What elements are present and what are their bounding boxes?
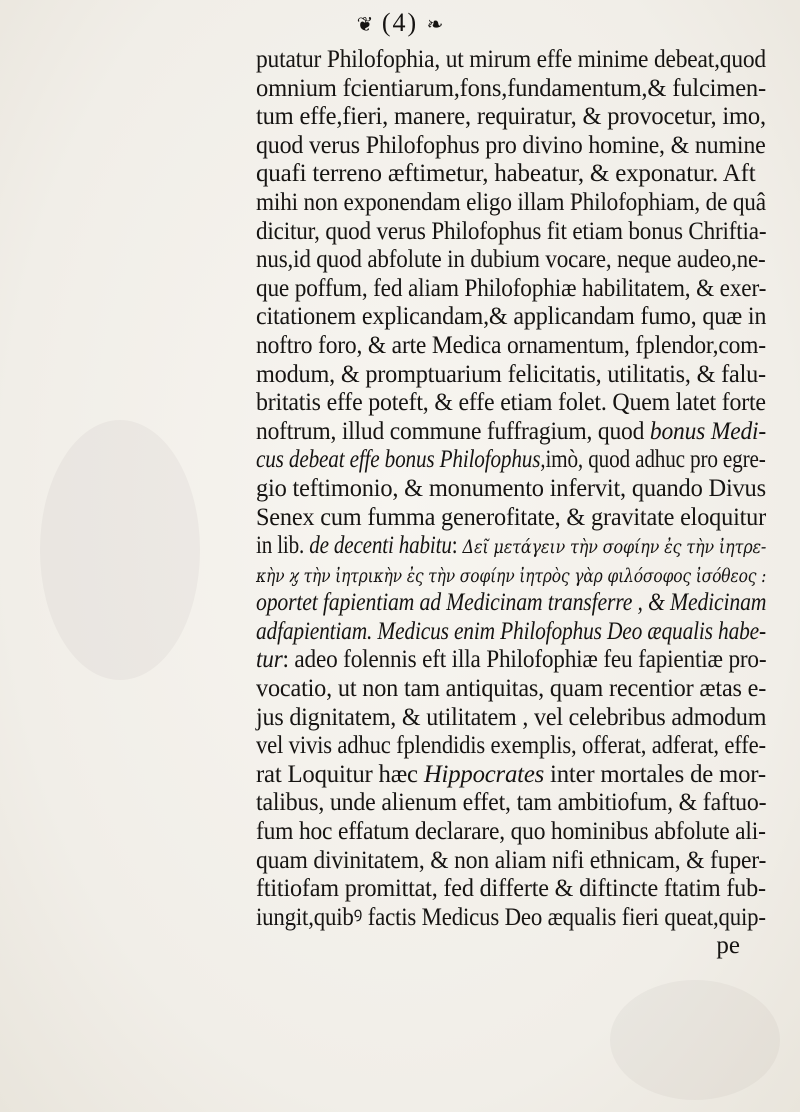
italic-text: Hippocrates xyxy=(423,760,545,788)
paper-stain xyxy=(610,980,780,1100)
greek-text: κὴν ϗ τὴν ἰητρικὴν ἐς τὴν σοφίην ἰητρὸς γὰρ φιλόσοφος ἰσόθεος : xyxy=(256,564,767,587)
text-line xyxy=(256,875,766,904)
text-segment: jus dignitatem, & utilitatem , vel celebribus admodum xyxy=(256,703,767,731)
text-line xyxy=(256,846,767,876)
text-line xyxy=(256,46,766,75)
text-segment: in lib. xyxy=(256,532,310,560)
text-segment: ftitiofam promittat, fed differte & diftincte ftatim fub- xyxy=(256,875,766,903)
ornament-right-icon: ❧ xyxy=(426,14,444,37)
italic-text: adfapientiam. Medicus enim Philofophus Deo æqualis habe- xyxy=(256,617,766,645)
text-line xyxy=(256,760,766,790)
text-segment: mihi non exponendam eligo illam Philofophiam, de quâ xyxy=(256,188,766,216)
text-segment: imò, quod adhuc pro egre- xyxy=(545,446,766,474)
text-line xyxy=(256,389,766,418)
text-line xyxy=(256,274,767,304)
text-line xyxy=(256,74,766,104)
greek-text: Δεῖ μετάγειν τὴν σοφίην ἐς τὴν ἰητρε- xyxy=(462,536,767,559)
text-line xyxy=(256,532,767,561)
text-line xyxy=(256,818,766,847)
text-segment: gio teftimonio, & monumento infervit, quando Divus xyxy=(256,474,766,502)
text-line xyxy=(256,617,766,647)
text-segment: quod verus Philofophus pro divino homine, & numine xyxy=(256,131,766,159)
text-line xyxy=(256,246,766,275)
text-line xyxy=(256,131,766,161)
text-line xyxy=(256,561,767,590)
text-segment: : adeo folennis eft illa Philofophiæ feu fapientiæ pro- xyxy=(282,646,767,674)
text-line xyxy=(256,903,766,933)
text-segment: Senex cum fumma generofitate, & gravitate eloquitur xyxy=(256,503,767,531)
text-segment: fum hoc effatum declarare, quo hominibus abfolute ali- xyxy=(256,818,766,846)
text-segment: citationem explicandam,& applicandam fumo, quæ in xyxy=(256,303,767,331)
text-segment: noftrum, illud commune fuffragium, quod xyxy=(256,417,650,445)
text-segment: quam divinitatem, & non aliam nifi ethnicam, & fuper- xyxy=(256,846,767,874)
text-line xyxy=(256,474,766,504)
italic-text: oportet fapientiam ad Medicinam transferre , & Medicinam xyxy=(256,589,767,617)
text-segment: putatur Philofophia, ut mirum effe minime debeat,quod xyxy=(256,46,766,73)
text-segment: que poffum, fed aliam Philofophiæ habilitatem, & exer- xyxy=(256,274,767,302)
text-line xyxy=(256,360,766,390)
text-line xyxy=(256,217,767,247)
text-segment: omnium fcientiarum,fons,fundamentum,& fulcimen- xyxy=(256,74,766,102)
text-segment: rat Loquitur hæc xyxy=(256,760,424,788)
text-segment: iungit,quibꝰ factis Medicus Deo æqualis fieri queat,quip- xyxy=(256,903,766,931)
text-line xyxy=(256,417,767,447)
text-segment: inter mortales de mor- xyxy=(544,760,766,788)
page-header xyxy=(0,6,800,42)
italic-text: bonus Medi- xyxy=(649,417,767,445)
text-line xyxy=(256,303,767,332)
text-line xyxy=(256,589,767,618)
text-segment: tum effe,fieri, manere, requiratur, & provocetur, imo, xyxy=(256,103,766,131)
text-segment: vel vivis adhuc fplendidis exemplis, offerat, adferat, effe- xyxy=(256,732,766,760)
text-segment: dicitur, quod verus Philofophus fit etiam bonus Chriftia- xyxy=(256,217,767,245)
body-text xyxy=(256,46,766,961)
text-line xyxy=(256,331,766,361)
italic-text: cus debeat effe bonus Philofophus, xyxy=(256,446,546,474)
text-segment: modum, & promptuarium felicitatis, utilitatis, & falu- xyxy=(256,360,766,388)
text-line xyxy=(256,103,766,132)
text-line xyxy=(256,646,767,675)
text-segment: : xyxy=(451,532,463,560)
text-segment: talibus, unde alienum effet, tam ambitiofum, & faftuo- xyxy=(256,789,767,817)
text-line xyxy=(256,503,767,533)
page-number: (4) xyxy=(381,8,419,37)
text-segment: vocatio, ut non tam antiquitas, quam recentior ætas e- xyxy=(256,675,767,703)
text-line xyxy=(256,789,767,818)
catchword: pe xyxy=(716,932,740,960)
italic-text: tur xyxy=(256,646,283,674)
text-line xyxy=(256,160,766,189)
text-line xyxy=(256,446,766,475)
ornament-left-icon: ❦ xyxy=(356,14,374,37)
text-segment: noftro foro, & arte Medica ornamentum, fplendor,com- xyxy=(256,331,766,359)
paper-stain xyxy=(40,420,200,680)
text-line xyxy=(256,188,766,218)
text-segment: quafi terreno æftimetur, habeatur, & exponatur. Aft xyxy=(256,160,756,188)
text-line xyxy=(256,732,766,761)
text-line xyxy=(256,703,767,733)
text-segment: nus,id quod abfolute in dubium vocare, neque audeo,ne- xyxy=(256,246,766,274)
text-line xyxy=(256,675,767,704)
text-segment: britatis effe poteft, & effe etiam folet. Quem latet forte xyxy=(256,389,766,417)
italic-text: de decenti habitu xyxy=(309,532,452,560)
